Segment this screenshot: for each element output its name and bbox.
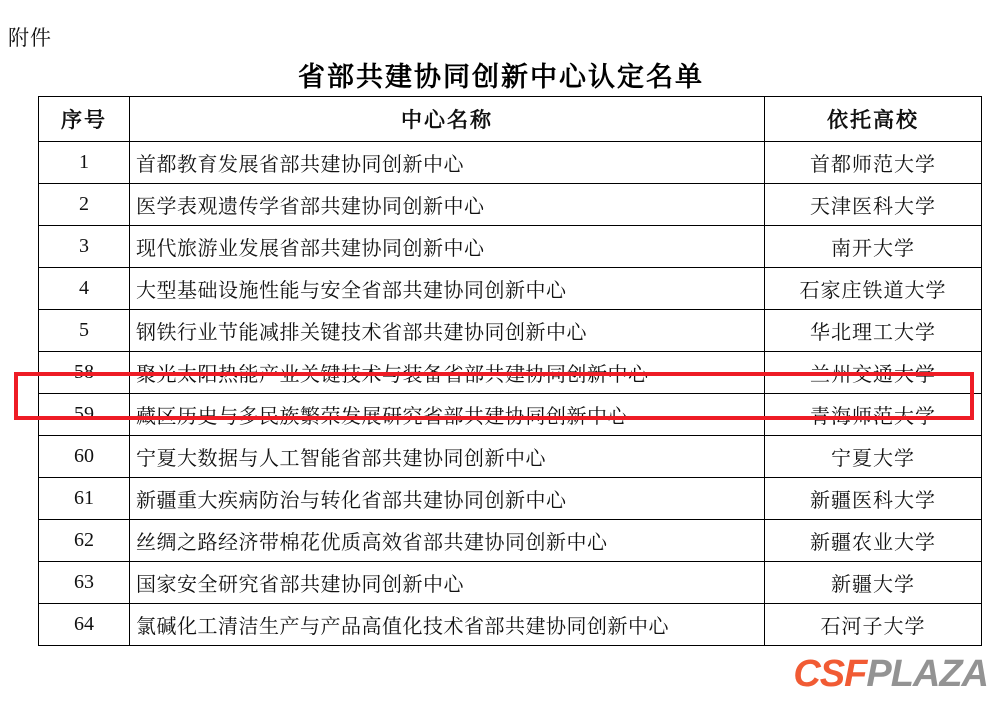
table-row	[39, 184, 982, 226]
table-row	[39, 352, 982, 394]
watermark-csf: CSF	[793, 653, 867, 695]
table-row	[39, 394, 982, 436]
cell-university: 首都师范大学	[765, 142, 982, 184]
table-row	[39, 310, 982, 352]
column-header-university: 依托高校	[765, 97, 982, 142]
cell-center-name: 钢铁行业节能减排关键技术省部共建协同创新中心	[130, 310, 765, 352]
cell-index: 3	[39, 226, 130, 268]
cell-center-name: 氯碱化工清洁生产与产品高值化技术省部共建协同创新中心	[130, 604, 765, 646]
table-row	[39, 142, 982, 184]
table-row	[39, 562, 982, 604]
cell-index: 2	[39, 184, 130, 226]
table-row	[39, 478, 982, 520]
table-body	[39, 142, 982, 646]
cell-university: 石家庄铁道大学	[765, 268, 982, 310]
cell-index: 61	[39, 478, 130, 520]
watermark-plaza: PLAZA	[866, 653, 988, 695]
table-row	[39, 604, 982, 646]
cell-university: 新疆农业大学	[765, 520, 982, 562]
cell-center-name: 现代旅游业发展省部共建协同创新中心	[130, 226, 765, 268]
cell-university: 青海师范大学	[765, 394, 982, 436]
cell-university: 天津医科大学	[765, 184, 982, 226]
center-list-table	[38, 96, 982, 646]
cell-university: 南开大学	[765, 226, 982, 268]
cell-university: 石河子大学	[765, 604, 982, 646]
cell-index: 4	[39, 268, 130, 310]
cell-index: 63	[39, 562, 130, 604]
cell-index: 62	[39, 520, 130, 562]
cell-center-name: 医学表观遗传学省部共建协同创新中心	[130, 184, 765, 226]
cell-center-name: 大型基础设施性能与安全省部共建协同创新中心	[130, 268, 765, 310]
cell-index: 59	[39, 394, 130, 436]
watermark	[793, 653, 988, 696]
cell-university: 新疆大学	[765, 562, 982, 604]
cell-center-name: 国家安全研究省部共建协同创新中心	[130, 562, 765, 604]
cell-center-name: 首都教育发展省部共建协同创新中心	[130, 142, 765, 184]
table-row	[39, 436, 982, 478]
cell-center-name: 新疆重大疾病防治与转化省部共建协同创新中心	[130, 478, 765, 520]
cell-university: 新疆医科大学	[765, 478, 982, 520]
cell-index: 58	[39, 352, 130, 394]
center-list-table-wrapper	[38, 96, 947, 646]
cell-index: 5	[39, 310, 130, 352]
cell-center-name: 藏区历史与多民族繁荣发展研究省部共建协同创新中心	[130, 394, 765, 436]
cell-index: 1	[39, 142, 130, 184]
table-header-row	[39, 97, 982, 142]
cell-university: 宁夏大学	[765, 436, 982, 478]
cell-university: 华北理工大学	[765, 310, 982, 352]
cell-center-name: 聚光太阳热能产业关键技术与装备省部共建协同创新中心	[130, 352, 765, 394]
cell-center-name: 丝绸之路经济带棉花优质高效省部共建协同创新中心	[130, 520, 765, 562]
table-row	[39, 268, 982, 310]
attachment-label: 附件	[8, 26, 52, 50]
cell-index: 64	[39, 604, 130, 646]
table-row	[39, 520, 982, 562]
column-header-name: 中心名称	[130, 97, 765, 142]
column-header-index: 序号	[39, 97, 130, 142]
cell-university: 兰州交通大学	[765, 352, 982, 394]
cell-center-name: 宁夏大数据与人工智能省部共建协同创新中心	[130, 436, 765, 478]
cell-index: 60	[39, 436, 130, 478]
table-row	[39, 226, 982, 268]
page-title: 省部共建协同创新中心认定名单	[298, 62, 704, 92]
table-header	[39, 97, 982, 142]
